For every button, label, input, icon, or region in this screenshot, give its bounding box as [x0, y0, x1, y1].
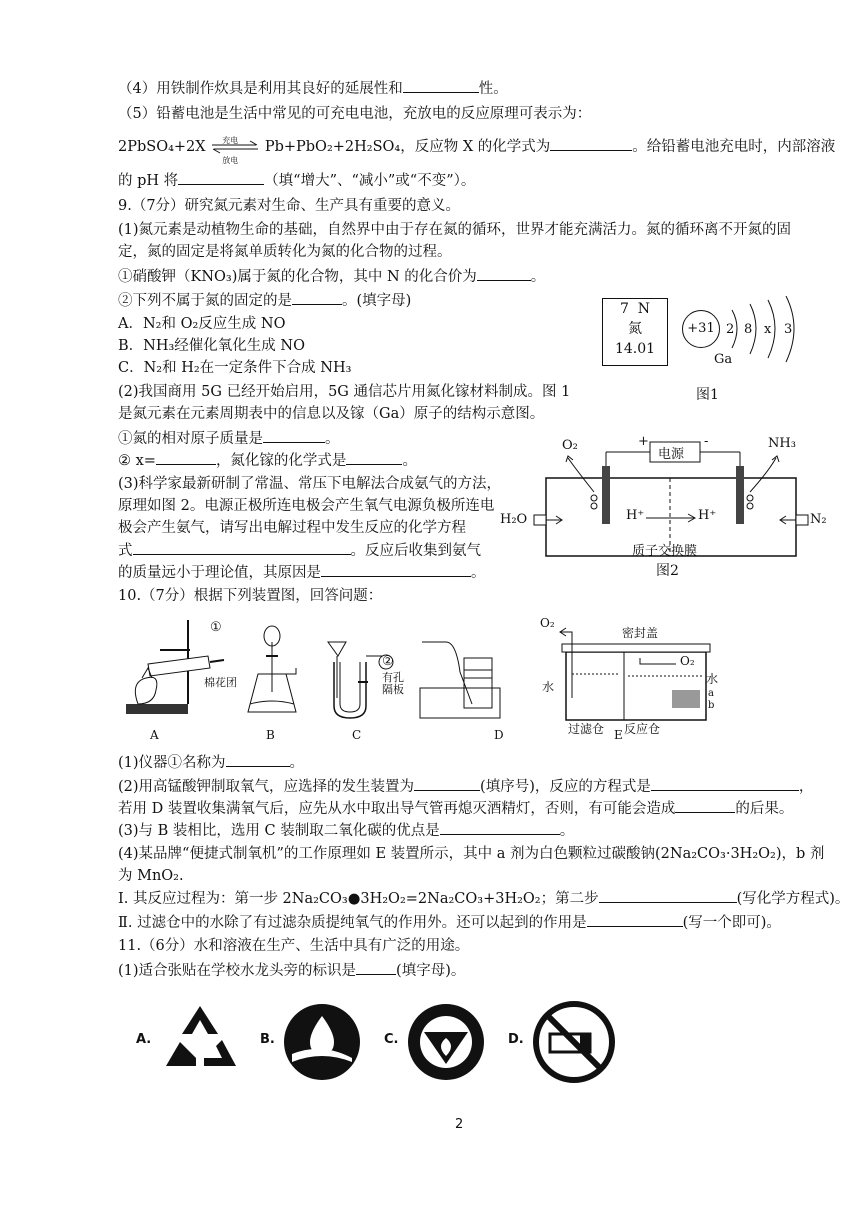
- sign-option-c-label: C.: [384, 1032, 399, 1047]
- q9-p2b: 是氮元素在元素周期表中的信息以及镓（Ga）原子的结构示意图。: [118, 406, 545, 422]
- atom-symbol: Ga: [714, 352, 733, 367]
- q9-head: 9.（7分）研究氮元素对生命、生产具有重要的意义。: [118, 198, 461, 214]
- nucleus: +31: [682, 310, 720, 348]
- proton-label-right: H⁺: [698, 508, 717, 523]
- power-source-label: 电源: [658, 447, 685, 462]
- answer-blank[interactable]: [133, 540, 351, 555]
- h2o-label: H₂O: [500, 512, 528, 527]
- sealed-lid-label: 密封盖: [622, 626, 659, 640]
- q10-r1: Ⅰ. 其反应过程为：第一步 2Na₂CO₃●3H₂O₂=2Na₂CO₃+3H₂O₂；第二步 (写化学方程式)。: [118, 888, 849, 909]
- answer-blank[interactable]: [321, 562, 471, 577]
- q9-option-b: B．NH₃经催化氧化生成 NO: [118, 338, 305, 354]
- proton-label-left: H⁺: [626, 508, 645, 523]
- q10-s2: (2)用高锰酸钾制取氧气，应选择的发生装置为 (填序号)，反应的方程式是 ，: [118, 776, 813, 797]
- no-smoking-icon[interactable]: [532, 1000, 616, 1084]
- q10-s2-cont: 若用 D 装置收集满氧气后，应先从水中取出导气管再熄灭酒精灯，否则，有可能会造成 的后果。: [118, 798, 793, 819]
- q9-s1: ①硝酸钾（KNO₃)属于氮的化合物，其中 N 的化合价为 。: [118, 266, 545, 287]
- answer-blank[interactable]: [477, 266, 531, 281]
- answer-blank[interactable]: [178, 170, 264, 185]
- instrument-2-label: ②: [382, 654, 394, 669]
- sign-option-a-label: A.: [136, 1032, 152, 1047]
- q9-s2: ②下列不属于氮的固定的是 。(填字母): [118, 290, 411, 311]
- q10-s1: (1)仪器①名称为 。: [118, 752, 304, 773]
- q9-p3c: 极会产生氨气，请写出电解过程中发生反应的化学方程: [118, 520, 466, 536]
- q9-p1a: (1)氮元素是动植物生命的基础，自然界中由于存在氮的循环，世界才能充满活力。氮的循环离不开氮的固: [118, 222, 792, 238]
- filter-chamber-label: 过滤仓: [568, 722, 605, 736]
- signs-row: [130, 1000, 650, 1084]
- figure-1: [600, 296, 820, 408]
- q8-item5: （5）铅蓄电池是生活中常见的可充电电池，充放电的反应原理可表示为：: [118, 106, 592, 122]
- q11-s1: (1)适合张贴在学校水龙头旁的标识是 (填字母)。: [118, 960, 465, 981]
- sign-option-b-label: B.: [260, 1032, 275, 1047]
- page-number: 2: [455, 1117, 464, 1132]
- n2-label: N₂: [810, 512, 827, 527]
- reagent-b-label: b: [708, 700, 715, 711]
- minus-sign: -: [704, 434, 709, 449]
- q11-head: 11.（6分）水和溶液在生产、生活中具有广泛的用途。: [118, 938, 470, 954]
- figure-caption: 图2: [656, 563, 679, 579]
- sign-option-d-label: D.: [508, 1032, 524, 1047]
- q10-s4b: 为 MnO₂.: [118, 868, 184, 884]
- water-label-right: 水: [706, 672, 719, 686]
- q9-s4: ② x= ，氮化镓的化学式是 。: [118, 450, 417, 471]
- answer-blank[interactable]: [675, 798, 735, 813]
- q9-p2a: (2)我国商用 5G 已经开始启用，5G 通信芯片用氮化镓材料制成。图 1: [118, 384, 571, 400]
- o2-inner-label: O₂: [680, 654, 695, 668]
- apparatus-label-e: E: [614, 728, 623, 742]
- apparatus-label-a: A: [150, 728, 159, 742]
- green-food-icon[interactable]: [406, 1002, 486, 1082]
- apparatus-figure: [120, 612, 720, 742]
- reversible-arrow: 充电 放电: [210, 137, 260, 157]
- o2-label: O₂: [562, 438, 578, 453]
- o2-outlet-label: O₂: [540, 616, 555, 630]
- recycle-icon[interactable]: [160, 1000, 240, 1080]
- q10-s3: (3)与 B 装相比，选用 C 装制取二氧化碳的优点是 。: [118, 820, 574, 841]
- answer-blank[interactable]: [356, 960, 396, 975]
- answer-blank[interactable]: [226, 752, 290, 767]
- answer-blank[interactable]: [651, 776, 799, 791]
- q8-item4: （4）用铁制作炊具是利用其良好的延展性和 性。: [118, 78, 508, 99]
- water-saving-icon[interactable]: [282, 1002, 362, 1082]
- periodic-table-cell: 7 N 氮 14.01: [602, 298, 668, 366]
- shell-3-count: x: [764, 322, 772, 337]
- answer-blank[interactable]: [346, 450, 402, 465]
- q9-option-c: C．N₂和 H₂在一定条件下合成 NH₃: [118, 360, 352, 376]
- shell-2-count: 8: [744, 322, 753, 337]
- q9-p1b: 定，氮的固定是将氮单质转化为氮的化合物的过程。: [118, 244, 452, 260]
- answer-blank[interactable]: [440, 820, 560, 835]
- answer-blank[interactable]: [263, 428, 325, 443]
- q9-p3b: 原理如图 2。电源正极所连电极会产生氧气电源负极所连电: [118, 498, 495, 514]
- water-label-left: 水: [542, 680, 555, 694]
- q9-p3d: 式 。反应后收集到氨气: [118, 540, 481, 561]
- q9-option-a: A．N₂和 O₂反应生成 NO: [118, 316, 286, 332]
- answer-blank[interactable]: [403, 78, 479, 93]
- apparatus-label-d: D: [494, 728, 504, 742]
- figure-caption: 图1: [696, 387, 719, 403]
- q9-s3: ①氮的相对原子质量是 。: [118, 428, 340, 449]
- membrane-label: 质子交换膜: [632, 544, 698, 559]
- q10-s4a: (4)某品牌“便捷式制氧机”的工作原理如 E 装置所示，其中 a 剂为白色颗粒过碳酸钠(2Na₂CO₃·3H₂O₂)，b 剂: [118, 846, 825, 862]
- q9-p3f: 的质量远小于理论值，其原因是 。: [118, 562, 486, 583]
- apparatus-label-c: C: [352, 728, 362, 742]
- reagent-a-label: a: [708, 688, 714, 699]
- answer-blank[interactable]: [156, 450, 216, 465]
- q8-equation: 2PbSO₄+2X 充电 放电 Pb+PbO₂+2H₂SO₄，反应物 X 的化学式为 。给铅蓄电池充电时，内部溶液: [118, 136, 836, 165]
- figure-2: [498, 432, 830, 584]
- q8-ph: 的 pH 将 （填“增大”、“减小”或“不变”）。: [118, 170, 475, 191]
- reaction-chamber-label: 反应仓: [624, 722, 661, 736]
- answer-blank[interactable]: [587, 912, 683, 927]
- answer-blank[interactable]: [414, 776, 480, 791]
- porous-plate-label: 有孔隔板: [382, 671, 404, 696]
- q10-head: 10.（7分）根据下列装置图，回答问题：: [118, 588, 383, 604]
- answer-blank[interactable]: [550, 136, 632, 151]
- shell-1-count: 2: [726, 322, 735, 337]
- q9-p3a: (3)科学家最新研制了常温、常压下电解法合成氨气的方法，: [118, 476, 502, 492]
- nh3-label: NH₃: [768, 436, 796, 451]
- cotton-label: 棉花团: [204, 676, 237, 689]
- answer-blank[interactable]: [292, 290, 342, 305]
- instrument-1-label: ①: [210, 620, 222, 635]
- shell-4-count: 3: [784, 322, 793, 337]
- apparatus-label-b: B: [266, 728, 275, 742]
- plus-sign: +: [638, 434, 649, 449]
- answer-blank[interactable]: [599, 888, 737, 903]
- q10-r2: Ⅱ. 过滤仓中的水除了有过滤杂质提纯氧气的作用外。还可以起到的作用是 (写一个即可)。: [118, 912, 781, 933]
